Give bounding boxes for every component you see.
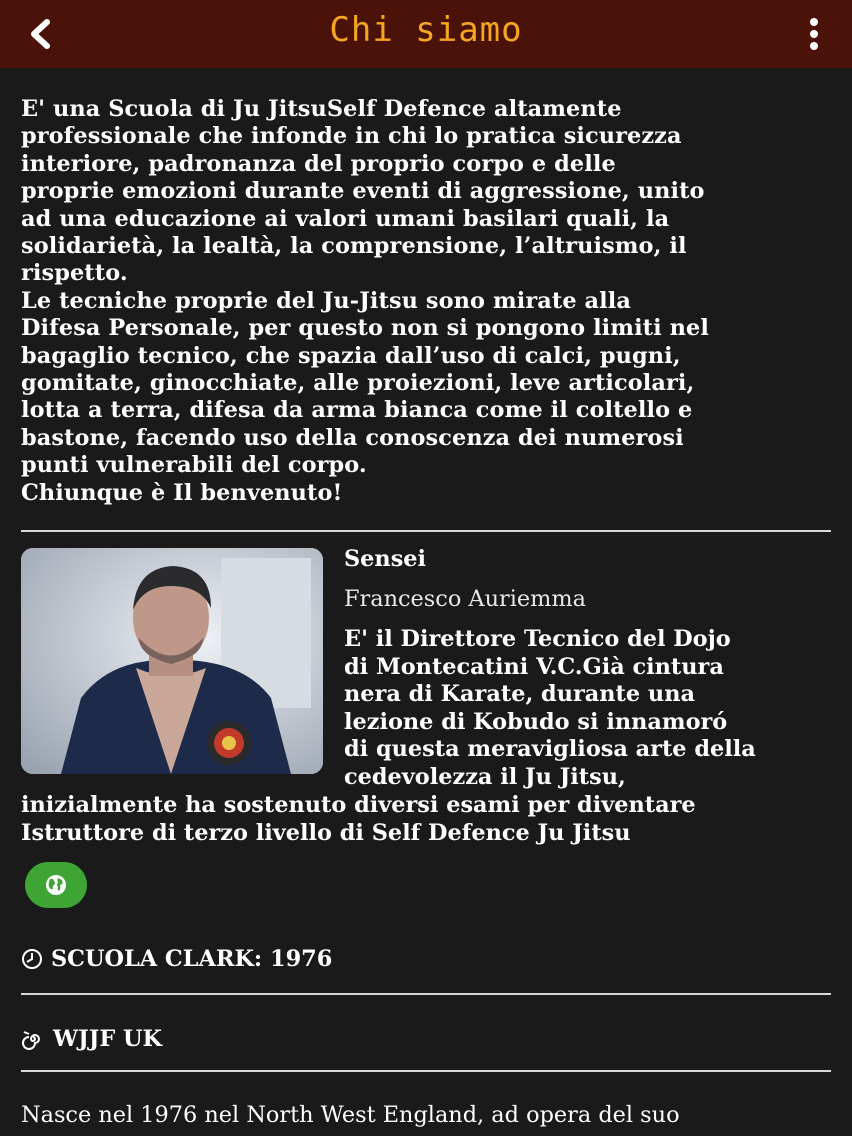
page-title: Chi siamo: [329, 10, 523, 50]
sensei-photo: [21, 548, 323, 774]
section-label: SCUOLA CLARK: 1976: [51, 946, 333, 972]
divider: [21, 993, 831, 995]
sensei-label: Sensei: [344, 546, 427, 572]
app-bar: [0, 0, 852, 68]
more-vertical-icon: [810, 18, 818, 26]
section-scuola-clark: [21, 946, 332, 972]
wjjf-description: Nasce nel 1976 nel North West England, ad opera del suo: [21, 1102, 680, 1128]
spiral-icon: [21, 1028, 45, 1050]
sensei-bio-continued: inizialmente ha sostenuto diversi esami per diventare Istruttore di terzo livello di Self Defence Ju Jitsu: [21, 792, 696, 846]
overflow-menu-button[interactable]: [800, 14, 828, 54]
sensei-name: Francesco Auriemma: [344, 586, 586, 612]
divider: [21, 530, 831, 532]
section-wjjf-uk: [21, 1026, 162, 1052]
section-label: WJJF UK: [53, 1026, 163, 1052]
intro-text: E' una Scuola di Ju JitsuSelf Defence altamente professionale che infonde in chi lo pratica sicurezza interiore, padronanza del proprio corpo e delle proprie emozioni durante eventi di aggressione, unito ad una educazione ai valori umani basilari quali, la solidarietà, la lealtà, la comprensione, l’altruismo, il rispetto. Le tecniche proprie del Ju-Jitsu sono mirate alla Difesa Personale, per questo non si pongono limiti nel bagaglio tecnico, che spazia dall’uso di calci, pugni, gomitate, ginocchiate, alle proiezioni, leve articolari, lotta a terra, difesa da arma bianca come il coltello e bastone, facendo uso della conoscenza dei numerosi punti vulnerabili del corpo. Chiunque è Il benvenuto!: [21, 96, 709, 506]
website-button[interactable]: [25, 862, 87, 908]
clock-icon: [21, 948, 43, 970]
divider: [21, 1070, 831, 1072]
globe-icon: [44, 873, 68, 897]
sensei-bio: E' il Direttore Tecnico del Dojo di Montecatini V.C.Già cintura nera di Karate, durante una lezione di Kobudo si innamoró di questa meravigliosa arte della cedevolezza il Ju Jitsu,: [344, 626, 756, 790]
